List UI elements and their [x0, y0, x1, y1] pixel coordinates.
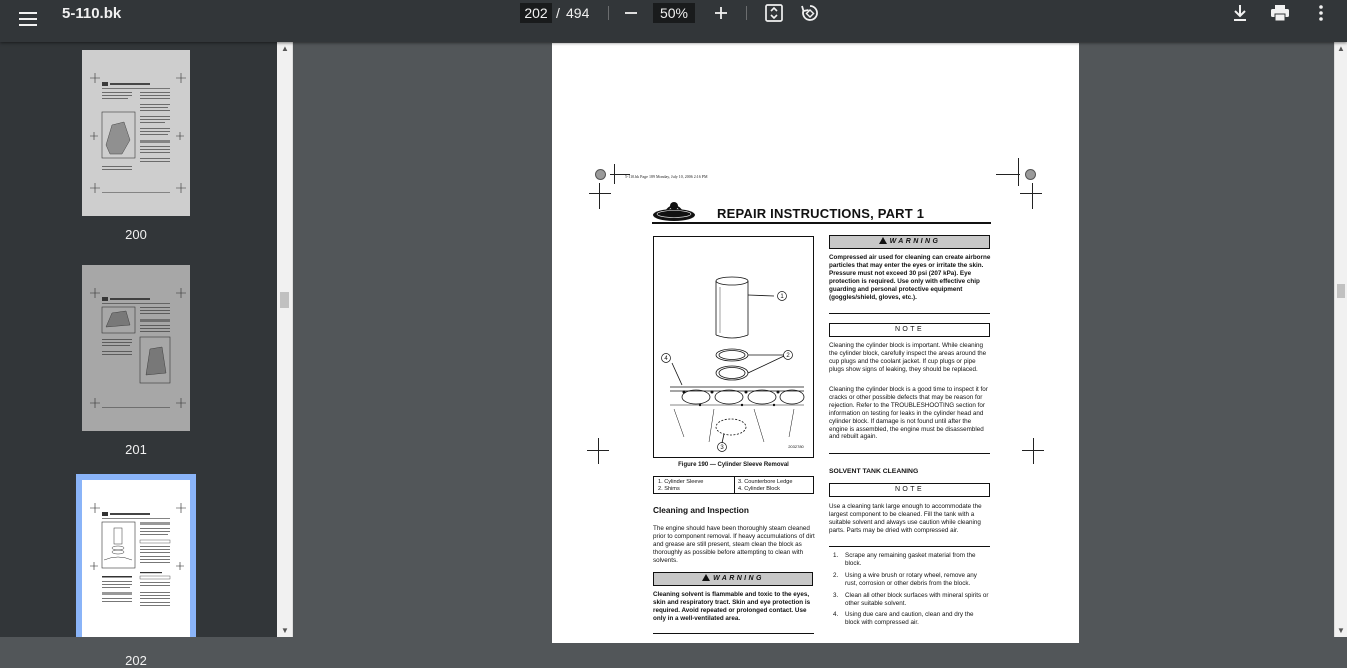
thumbnail-label: 200	[125, 227, 147, 242]
step-text: Using due care and caution, clean and dry the block with compressed air.	[845, 611, 974, 627]
print-icon[interactable]	[1268, 2, 1292, 24]
registration-mark	[614, 164, 615, 184]
thumbnail-page-content	[82, 50, 190, 216]
step-text: Clean all other block surfaces with mineral spirits or other suitable solvent.	[845, 591, 989, 607]
note-paragraph: Cleaning the cylinder block is important. While cleaning the cylinder block, carefully inspect the areas around the cup plugs and the coolant jacket. If cup plugs or pipe plugs show signs of leaking, they should be replaced.	[829, 342, 987, 373]
page-separator: /	[556, 5, 560, 21]
list-item	[829, 572, 989, 588]
step-number: 2.	[833, 571, 839, 579]
thumbnail-sidebar	[0, 42, 277, 637]
note-paragraph: Cleaning the cylinder block is a good time to inspect it for cracks or other possible defects that may be reason for rejection. Refer to the TROUBLESHOOTING section for information on testing for leaks in the cylinder head and cylinder block. If damage is not found until after the engine is assembled, the engine must be disassembled and rebuilt again.	[829, 386, 988, 441]
body-paragraph: The engine should have been thoroughly steam cleaned prior to component removal. If heavy accumulations of dirt and grease are still present, steam clean the block as thoroughly as possible before attempting to clean with solvents.	[653, 525, 815, 564]
warning-label: WARNING	[889, 238, 941, 245]
scroll-up-arrow-icon[interactable]: ▲	[1337, 44, 1345, 53]
thumbnail-page-content	[82, 265, 190, 431]
list-item	[829, 592, 989, 608]
toolbar-divider	[746, 6, 747, 20]
step-text: Scrape any remaining gasket material from the block.	[845, 552, 976, 567]
thumbnail-label: 201	[125, 442, 147, 457]
registration-mark	[599, 183, 600, 209]
warning-triangle-icon	[702, 574, 710, 581]
registration-dot	[1025, 169, 1036, 180]
list-item	[829, 552, 989, 568]
scroll-up-arrow-icon[interactable]: ▲	[281, 44, 289, 53]
figure-cylinder-sleeve	[653, 236, 814, 458]
registration-mark	[589, 193, 611, 194]
section-heading: Cleaning and Inspection	[653, 505, 749, 515]
viewer-scrollbar-thumb[interactable]	[1337, 284, 1345, 298]
step-text: Using a wire brush or rotary wheel, remove any rust, corrosion or other debris from the block.	[845, 571, 977, 587]
print-header: 5-110.bk Page 189 Monday, July 10, 2006 2:16 PM	[625, 174, 708, 179]
menu-icon[interactable]	[16, 6, 42, 32]
brand-logo-icon	[652, 200, 696, 222]
legend-item: 1. Cylinder Sleeve	[658, 479, 704, 485]
page-thumbnail-202[interactable]	[82, 480, 190, 637]
warning-text: Cleaning solvent is flammable and toxic to the eyes, skin and respiratory tract. Skin and eye protection is required. Avoid repeated or prolonged contact. Use only in a well-ventilated area.	[653, 591, 811, 622]
scroll-down-arrow-icon[interactable]: ▼	[1337, 626, 1345, 635]
legend-divider	[734, 477, 735, 493]
list-item	[829, 611, 989, 627]
sidebar-scrollbar[interactable]	[277, 42, 293, 637]
pdf-page	[552, 43, 1079, 643]
registration-mark	[1018, 158, 1019, 186]
callout-1: 1	[780, 294, 784, 300]
legend-item: 4. Cylinder Block	[738, 486, 780, 492]
registration-mark	[1033, 438, 1034, 464]
sidebar-scrollbar-thumb[interactable]	[280, 292, 289, 308]
rule	[829, 546, 990, 547]
legend-item: 2. Shims	[658, 486, 680, 492]
toolbar	[0, 0, 1347, 42]
warning-label: WARNING	[713, 575, 764, 582]
step-number: 4.	[833, 611, 839, 619]
zoom-in-icon[interactable]	[709, 2, 733, 24]
cleaning-steps-list	[829, 552, 989, 631]
rotate-icon[interactable]	[798, 2, 822, 24]
page-number-input[interactable]: 202	[520, 3, 552, 23]
page-thumbnail-200[interactable]	[82, 50, 190, 216]
registration-mark	[598, 438, 599, 464]
legend-item: 3. Counterbore Ledge	[738, 479, 793, 485]
warning-banner	[829, 235, 990, 249]
callout-3: 3	[720, 445, 724, 451]
rule	[653, 633, 814, 634]
figure-caption: Figure 190 — Cylinder Sleeve Removal	[678, 462, 789, 468]
more-icon[interactable]	[1309, 2, 1333, 24]
total-pages: 494	[566, 5, 590, 21]
thumbnail-label: 202	[125, 653, 147, 668]
page-thumbnail-201[interactable]	[82, 265, 190, 431]
section-heading: SOLVENT TANK CLEANING	[829, 468, 919, 475]
warning-banner	[653, 572, 813, 586]
viewer-scrollbar[interactable]	[1334, 42, 1347, 637]
callout-4: 4	[664, 356, 668, 362]
registration-mark	[1032, 183, 1033, 209]
download-icon[interactable]	[1228, 2, 1252, 24]
note-paragraph: Use a cleaning tank large enough to accommodate the largest component to be cleaned. Fill the tank with a suitable solvent and always use caution while cleaning parts. Parts may be dried with compressed air.	[829, 503, 982, 534]
rule	[829, 313, 990, 314]
figure-code: 2032780	[788, 444, 804, 449]
scroll-down-arrow-icon[interactable]: ▼	[281, 626, 289, 635]
step-number: 1.	[833, 552, 839, 559]
warning-text: Compressed air used for cleaning can create airborne particles that may enter the eyes or irritate the skin. Pressure must not exceed 30 psi (207 kPa). Eye protection is required. Use only with effective chip guarding and personal protective equipment (goggles/shield, gloves, etc.).	[829, 254, 991, 301]
thumbnail-page-content	[82, 480, 190, 637]
document-title: 5-110.bk	[62, 5, 122, 22]
toolbar-divider	[608, 6, 609, 20]
step-number: 3.	[833, 591, 839, 599]
page-title-row	[652, 200, 991, 224]
rule	[829, 453, 990, 454]
registration-mark	[996, 174, 1020, 175]
zoom-level-input[interactable]: 50%	[653, 3, 695, 23]
registration-dot	[595, 169, 606, 180]
warning-triangle-icon	[879, 237, 887, 244]
cylinder-sleeve-diagram	[654, 237, 813, 457]
zoom-out-icon[interactable]	[619, 2, 643, 24]
callout-2: 2	[786, 353, 790, 359]
note-banner: NOTE	[829, 323, 990, 337]
fit-page-icon[interactable]	[762, 2, 786, 24]
registration-mark	[1020, 193, 1042, 194]
page-title: REPAIR INSTRUCTIONS, PART 1	[717, 206, 925, 221]
figure-legend	[653, 476, 814, 494]
note-banner: NOTE	[829, 483, 990, 497]
